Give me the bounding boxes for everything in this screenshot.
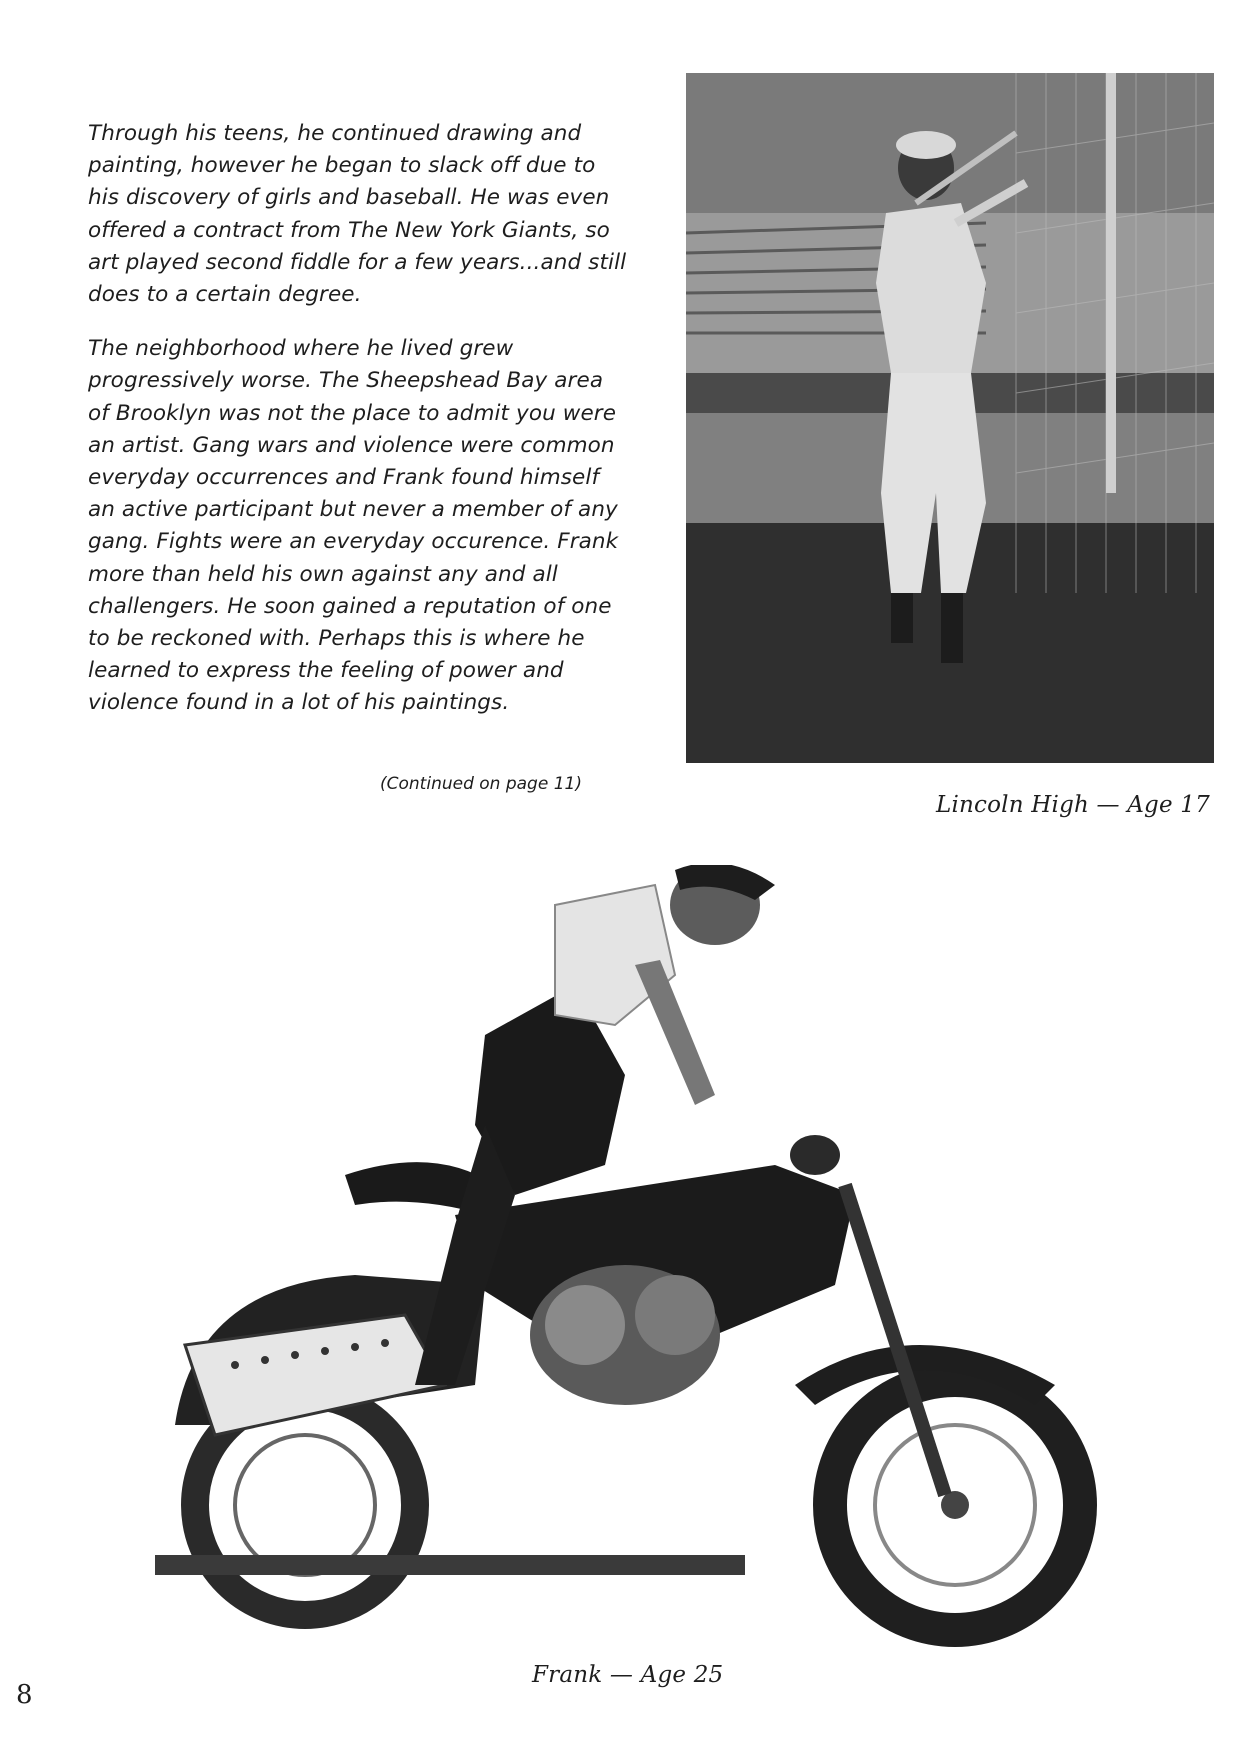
baseball-photo-caption: Lincoln High — Age 17 [936, 792, 1210, 818]
paragraph-teens: Through his teens, he continued drawing and painting, however he began to slack off due to his discovery of girls and baseball. He was even offered a contract from The New York Giants, so art played second fiddle for a few years...and still does to a certain degree. [88, 121, 627, 308]
continued-note: (Continued on page 11) [380, 774, 582, 794]
motorcycle-photo-caption: Frank — Age 25 [532, 1662, 724, 1688]
article-text [88, 118, 628, 720]
baseball-photo [686, 73, 1214, 763]
page-number: 8 [16, 1680, 33, 1710]
motorcycle-photo [155, 865, 1145, 1665]
paragraph-neighborhood: The neighborhood where he lived grew progressively worse. The Sheepshead Bay area of Brooklyn was not the place to admit you were an artist. Gang wars and violence were common everyday occurrences and Frank found himself an active participant but never a member of any gang. Fights were an everyday occurence. Frank more than held his own against any and all challengers. He soon gained a reputation of one to be reckoned with. Perhaps this is where he learned to express the feeling of power and violence found in a lot of his paintings. [88, 336, 619, 716]
